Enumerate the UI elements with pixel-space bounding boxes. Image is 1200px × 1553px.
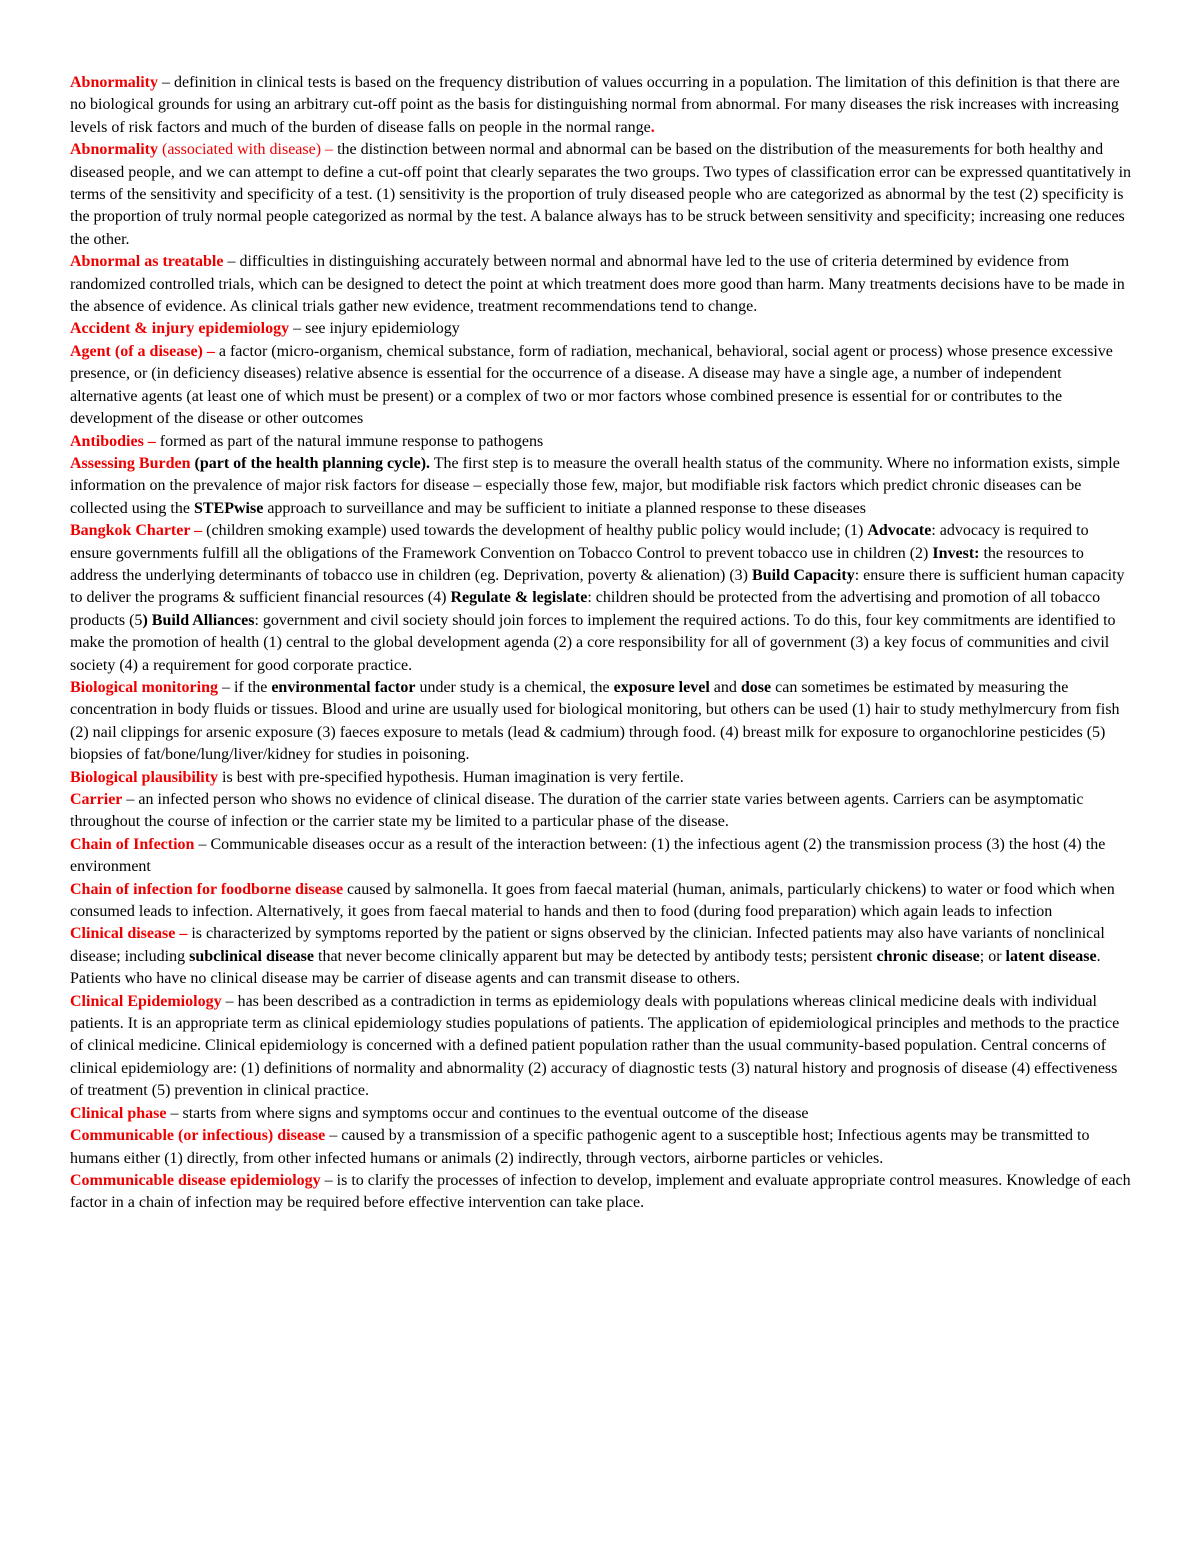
entry-text: approach to surveillance and may be sufficient to initiate a planned response to these diseases bbox=[263, 499, 866, 517]
entry-agent bbox=[70, 341, 1132, 431]
entry-term: Assessing Burden bbox=[70, 454, 191, 472]
entry-biological-monitoring bbox=[70, 677, 1132, 767]
entry-text: : ensure there is sufficient human capacity to deliver the programs & sufficient financial resources (4) bbox=[70, 566, 1125, 607]
entry-bold-text: (part of the health planning cycle). bbox=[190, 454, 431, 472]
entry-bold-text: Build Capacity bbox=[752, 566, 855, 584]
entry-chain-of-infection-foodborne bbox=[70, 879, 1132, 924]
entry-text: – caused by a transmission of a specific pathogenic agent to a susceptible host; Infectious agents may be transmitted to humans either (1) directly, from other infected humans or animals (2) indirectly, through vectors, airborne particles or vehicles. bbox=[70, 1127, 1090, 1167]
entry-bold-text: STEPwise bbox=[193, 499, 264, 517]
entry-accident-injury-epidemiology bbox=[70, 318, 1132, 340]
entry-text: – definition in clinical tests is based on the frequency distribution of values occurring in a population. The limitation of this definition is that there are no biological grounds for using an arbitrary cut-off point as the basis for distinguishing normal from abnormal. For many diseases the risk increases with increasing levels of risk factors and much of the burden of disease falls on people in the normal range bbox=[70, 74, 1120, 136]
entry-text: can sometimes be estimated by measuring the concentration in body fluids or tissues. Blood and urine are usually used for biological monitoring, but others can be used (1) hair to study methylmercury from fish (2) nail clippings for arsenic exposure (3) faeces exposure to metals (lead & cadmium) through food. (4) breast milk for exposure to organochlorine pesticides (5) biopsies of fat/bone/lung/liver/kidney for studies in poisoning. bbox=[70, 678, 1120, 764]
entry-text-red: . bbox=[650, 118, 655, 136]
entry-qualifier: (associated with disease) – bbox=[158, 141, 338, 159]
entry-term: Carrier bbox=[70, 791, 123, 808]
entry-term: Biological plausibility bbox=[70, 768, 219, 786]
entry-bold-text: chronic disease bbox=[876, 947, 980, 965]
entry-term: Clinical phase bbox=[70, 1104, 167, 1122]
entry-bold-text: environmental factor bbox=[271, 678, 416, 696]
entry-bangkok-charter bbox=[70, 520, 1132, 677]
entry-bold-text: latent disease bbox=[1005, 947, 1097, 965]
entry-term: Clinical Epidemiology bbox=[70, 992, 222, 1010]
entry-antibodies bbox=[70, 431, 1132, 453]
entry-abnormal-as-treatable bbox=[70, 251, 1132, 318]
entry-communicable-disease-epidemiology bbox=[70, 1170, 1132, 1215]
entry-text: (children smoking example) used towards the development of healthy public policy would include; (1) bbox=[202, 522, 868, 540]
entry-bold-text: exposure level bbox=[613, 678, 710, 696]
entry-term: Chain of infection for foodborne disease bbox=[70, 880, 344, 898]
entry-text: The first step is to measure the overall health status of the community. Where no information exists, simple information on the prevalence of major risk factors for disease – especially those few, major, but modifiable risk factors which predict chronic diseases can be collected using the bbox=[70, 454, 1120, 517]
entry-text: : children should be protected from the advertising and promotion of all tobacco products (5 bbox=[70, 589, 1101, 629]
entry-bold-text: ) Build Alliances bbox=[142, 611, 255, 629]
entry-text: – has been described as a contradiction in terms as epidemiology deals with populations whereas clinical medicine deals with individual patients. It is an appropriate term as clinical epidemiology studies populations of patients. The application of epidemiological principles and methods to the practice of clinical medicine. Clinical epidemiology is concerned with a defined patient population rather than the usual community-based population. Central concerns of clinical epidemiology are: (1) definitions of normality and abnormality (2) accuracy of diagnostic tests (3) natural history and prognosis of disease (4) effectiveness of treatment (5) prevention in clinical practice. bbox=[70, 992, 1120, 1100]
entry-clinical-phase bbox=[70, 1103, 1132, 1125]
entry-text: the distinction between normal and abnormal can be based on the distribution of the measurements for both healthy and diseased people, and we can attempt to define a cut-off point that clearly separates the two groups. Two types of classification error can be expressed quantitatively in terms of the sensitivity and specificity of a test. (1) sensitivity is the proportion of truly diseased people who are categorized as abnormal by the test (2) specificity is the proportion of truly normal people categorized as normal by the test. A balance always has to be struck between sensitivity and specificity; increasing one reduces the other. bbox=[70, 141, 1132, 248]
entry-text: and bbox=[709, 678, 741, 696]
entry-text: : advocacy is required to ensure governments fulfill all the obligations of the Framework Convention on Tobacco Control to prevent tobacco use in children (2) bbox=[70, 522, 1089, 562]
entry-term: Communicable disease epidemiology bbox=[70, 1171, 321, 1189]
entry-term: Accident & injury epidemiology bbox=[70, 320, 290, 338]
entry-text: – Communicable diseases occur as a result of the interaction between: (1) the infectious agent (2) the transmission process (3) the host (4) the environment bbox=[70, 835, 1106, 876]
entry-text: is characterized by symptoms reported by the patient or signs observed by the clinician. Infected patients may also have variants of nonclinical disease; including bbox=[70, 925, 1105, 965]
entry-term: Bangkok Charter – bbox=[70, 522, 203, 540]
entry-clinical-epidemiology bbox=[70, 991, 1132, 1103]
entry-text: – starts from where signs and symptoms occur and continues to the eventual outcome of the disease bbox=[166, 1104, 809, 1122]
entry-term: Abnormality bbox=[70, 74, 158, 91]
entry-text: ; or bbox=[979, 947, 1006, 965]
entry-bold-text: Regulate & legislate bbox=[450, 589, 588, 607]
entry-term: Communicable (or infectious) disease bbox=[70, 1127, 326, 1145]
entry-text: : government and civil society should join forces to implement the required actions. To do this, four key commitments are identified to make the promotion of health (1) central to the global development agenda (2) a core responsibility for all of government (3) a key focus of communities and civil society (4) a requirement for good corporate practice. bbox=[70, 611, 1116, 674]
entry-text: – see injury epidemiology bbox=[289, 320, 460, 338]
entry-abnormality bbox=[70, 72, 1132, 139]
entry-term: Biological monitoring bbox=[70, 678, 218, 696]
entry-text: – difficulties in distinguishing accurately between normal and abnormal have led to the use of criteria determined by evidence from randomized controlled trials, which can be designed to detect the point at which treatment does more good than harm. Many treatments decisions have to be made in the absence of evidence. As clinical trials gather new evidence, treatment recommendations tend to change. bbox=[70, 253, 1125, 316]
entry-bold-text: dose bbox=[740, 678, 772, 696]
entry-communicable-disease bbox=[70, 1125, 1132, 1170]
entry-text: – is to clarify the processes of infection to develop, implement and evaluate appropriate control measures. Knowledge of each factor in a chain of infection may be required before effective intervention can take place. bbox=[70, 1171, 1131, 1212]
document-page bbox=[70, 72, 1132, 1215]
entry-clinical-disease bbox=[70, 923, 1132, 990]
entry-assessing-burden bbox=[70, 453, 1132, 520]
entry-chain-of-infection bbox=[70, 834, 1132, 879]
entry-text: – an infected person who shows no evidence of clinical disease. The duration of the carrier state varies between agents. Carriers can be asymptomatic throughout the course of infection or the carrier state my be limited to a particular phase of the disease. bbox=[70, 791, 1084, 831]
entry-text: under study is a chemical, the bbox=[415, 678, 614, 696]
entry-bold-text: Invest: bbox=[932, 544, 980, 562]
entry-text: . Patients who have no clinical disease may be carrier of disease agents and can transmit disease to others. bbox=[70, 947, 1101, 988]
entry-bold-text: subclinical disease bbox=[189, 947, 314, 965]
entry-term: Abnormality bbox=[70, 141, 158, 159]
entry-carrier bbox=[70, 789, 1132, 834]
entry-term: Chain of Infection bbox=[70, 835, 195, 853]
entry-text: a factor (micro-organism, chemical substance, form of radiation, mechanical, behavioral, social agent or process) whose presence excessive presence, or (in deficiency diseases) relative absence is essential for the occurrence of a disease. A disease may have a single age, a number of independent alternative agents (at least one of which must be present) or a complex of two or mor factors whose combined presence is essential for or contributes to the development of the disease or other outcomes bbox=[70, 342, 1113, 428]
entry-text: – if the bbox=[218, 678, 272, 696]
entry-text: formed as part of the natural immune response to pathogens bbox=[155, 432, 544, 450]
entry-abnormality-associated bbox=[70, 139, 1132, 251]
entry-term: Antibodies – bbox=[70, 432, 156, 450]
entry-term: Clinical disease – bbox=[70, 925, 188, 943]
entry-term: Abnormal as treatable bbox=[70, 253, 224, 271]
entry-text: that never become clinically apparent but may be detected by antibody tests; persistent bbox=[314, 947, 877, 965]
entry-text: the resources to address the underlying determinants of tobacco use in children (eg. Deprivation, poverty & alienation) (3) bbox=[70, 544, 1084, 584]
entry-text: caused by salmonella. It goes from faecal material (human, animals, particularly chickens) to water or food which when consumed leads to infection. Alternatively, it goes from faecal material to hands and then to food (during food preparation) which again leads to infection bbox=[70, 880, 1115, 921]
entry-bold-text: Advocate bbox=[867, 522, 932, 540]
entry-text: is best with pre-specified hypothesis. Human imagination is very fertile. bbox=[218, 768, 684, 786]
entry-term: Agent (of a disease) – bbox=[70, 342, 215, 360]
entry-biological-plausibility bbox=[70, 767, 1132, 789]
